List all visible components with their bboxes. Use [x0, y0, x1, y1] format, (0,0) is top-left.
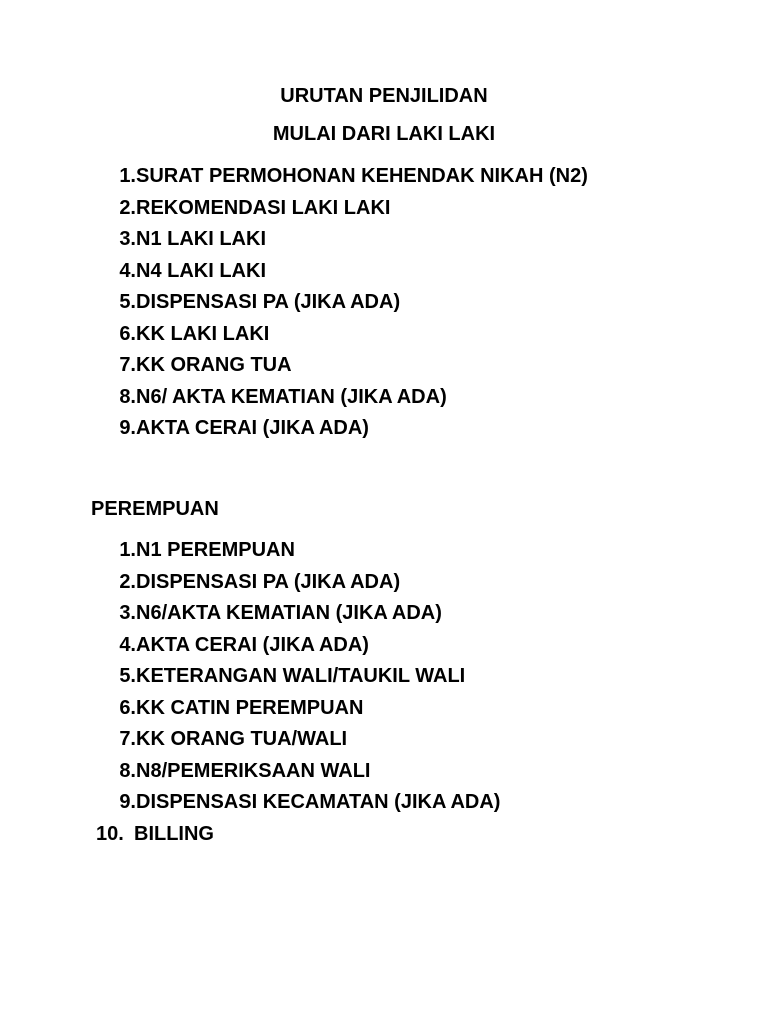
item-text: KK LAKI LAKI: [136, 322, 270, 345]
item-text: N6/AKTA KEMATIAN (JIKA ADA): [136, 602, 442, 624]
item-text: DISPENSASI KECAMATAN (JIKA ADA): [136, 791, 501, 813]
item-text: KK CATIN PEREMPUAN: [136, 696, 364, 719]
item-number: 2.: [119, 570, 136, 593]
document-title: URUTAN PENJILIDAN: [280, 85, 488, 107]
item-text: DISPENSASI PA (JIKA ADA): [136, 291, 401, 313]
list-item: [114, 416, 588, 448]
list-item: [114, 227, 588, 259]
list-item: [114, 353, 588, 385]
item-text: BILLING: [134, 822, 214, 845]
item-number: 6.: [119, 696, 136, 719]
list-item: [114, 259, 588, 291]
list-item: [114, 759, 500, 791]
item-number: 9.: [119, 417, 136, 439]
item-text: SURAT PERMOHONAN KEHENDAK NIKAH (N2): [136, 165, 588, 187]
item-text: AKTA CERAI (JIKA ADA): [136, 633, 369, 656]
item-text: N1 LAKI LAKI: [136, 228, 266, 250]
item-text: N1 PEREMPUAN: [136, 539, 295, 561]
item-number: 3.: [119, 228, 136, 250]
item-text: KETERANGAN WALI/TAUKIL WALI: [136, 665, 466, 687]
perempuan-heading: PEREMPUAN: [91, 498, 219, 520]
list-item: [114, 164, 588, 196]
item-text: KK ORANG TUA: [136, 354, 292, 376]
item-number: 10.: [96, 822, 124, 845]
item-number: 1.: [119, 539, 136, 561]
list-item: [96, 822, 500, 854]
item-number: 2.: [119, 196, 136, 219]
list-item: [114, 633, 500, 665]
document-subtitle: MULAI DARI LAKI LAKI: [272, 123, 496, 145]
item-text: N8/PEMERIKSAAN WALI: [136, 759, 371, 782]
item-text: N6/ AKTA KEMATIAN (JIKA ADA): [136, 385, 447, 408]
item-number: 7.: [119, 728, 136, 750]
item-number: 1.: [119, 165, 136, 187]
item-number: 8.: [119, 759, 136, 782]
list-item: [114, 601, 500, 633]
perempuan-list: [96, 538, 501, 853]
item-number: 4.: [119, 633, 136, 656]
item-text: DISPENSASI PA (JIKA ADA): [136, 570, 401, 593]
list-item: [114, 696, 500, 728]
item-number: 8.: [119, 385, 136, 408]
item-number: 3.: [119, 602, 136, 624]
list-item: [114, 385, 588, 417]
item-text: N4 LAKI LAKI: [136, 259, 266, 282]
list-item: [114, 664, 500, 696]
item-number: 9.: [119, 791, 136, 813]
list-item: [114, 322, 588, 354]
list-item: [114, 290, 588, 322]
list-item: [114, 727, 500, 759]
list-item: [114, 790, 500, 822]
item-number: 4.: [119, 259, 136, 282]
item-number: 6.: [119, 322, 136, 345]
item-text: AKTA CERAI (JIKA ADA): [136, 417, 369, 439]
item-text: KK ORANG TUA/WALI: [136, 728, 348, 750]
list-item: [114, 196, 588, 228]
laki-list: [114, 164, 588, 448]
item-text: REKOMENDASI LAKI LAKI: [136, 196, 391, 219]
list-item: [114, 538, 500, 570]
item-number: 7.: [119, 354, 136, 376]
item-number: 5.: [119, 665, 136, 687]
list-item: [114, 570, 500, 602]
item-number: 5.: [119, 291, 136, 313]
